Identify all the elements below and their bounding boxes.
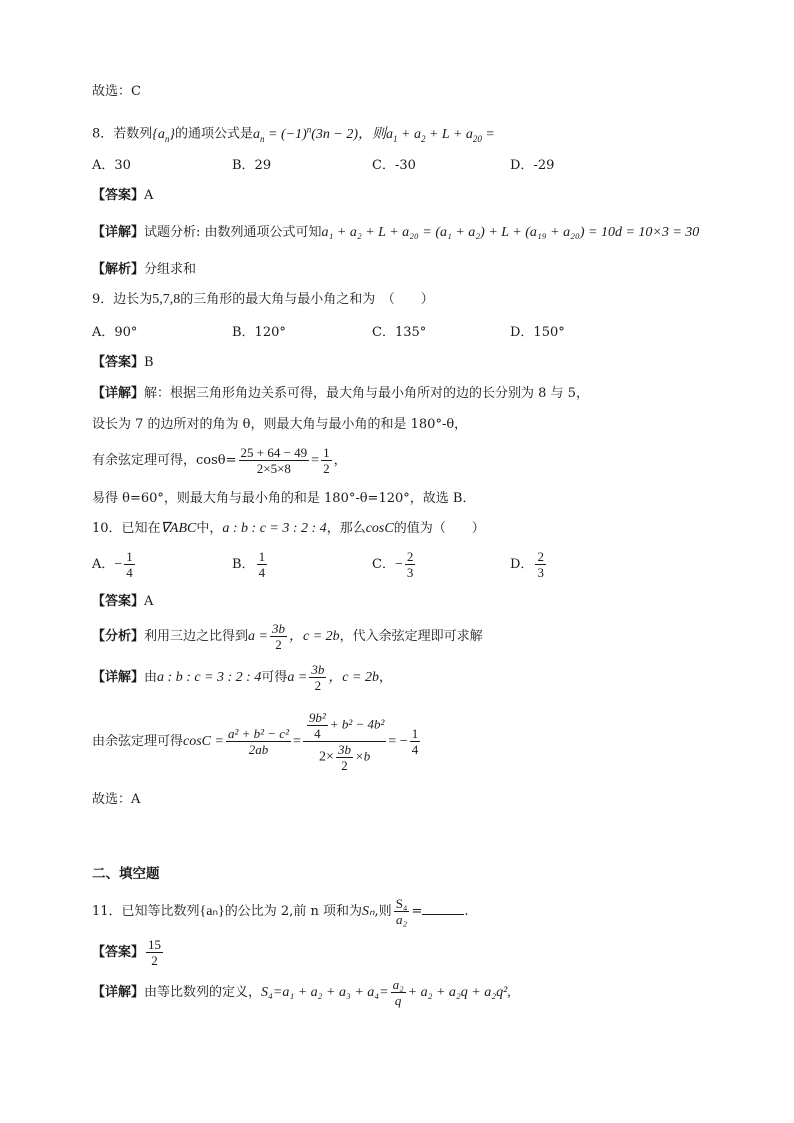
q8-seq: {a bbox=[152, 126, 165, 142]
q11-stem-mid: 的公比为 2,前 n 项和为 bbox=[224, 904, 362, 919]
q10-detail-end: ， bbox=[378, 670, 392, 685]
q11-answer-den: 2 bbox=[151, 953, 158, 968]
q10-conclusion: 故选：A bbox=[92, 792, 141, 807]
q10-stem-end: 的值为（ ） bbox=[393, 521, 485, 536]
q10-law-den2-pre: 2× bbox=[319, 749, 334, 765]
q10-detail-a: a = bbox=[287, 670, 308, 685]
detail-tag: 【详解】 bbox=[92, 670, 145, 685]
q9-detail-4: 易得 θ=60°，则最大角与最小角的和是 180°-θ=120°，故选 B． bbox=[92, 491, 476, 506]
q9-detail-2: 设长为 7 的边所对的角为 θ，则最大角与最小角的和是 180°-θ， bbox=[92, 417, 468, 432]
q10-law-den2-den: 2 bbox=[341, 758, 348, 773]
answer-tag: 【答案】 bbox=[92, 188, 145, 203]
q11-detail-pre: 由等比数列的定义， bbox=[144, 985, 262, 1000]
q10-option-d-num: 2 bbox=[537, 549, 544, 564]
q8-analysis bbox=[92, 261, 196, 279]
q9-answer-value: B bbox=[144, 355, 154, 370]
q10-analysis-post: ，代入余弦定理即可求解 bbox=[339, 629, 483, 644]
q10-detail-ratio: a : b : c = 3 : 2 : 4 bbox=[157, 670, 262, 685]
q8-option-b: B．29 bbox=[232, 158, 272, 173]
q11-detail-frac-den: q bbox=[394, 993, 402, 1008]
q10-stem bbox=[92, 520, 485, 538]
q9-cos-den: 2×5×8 bbox=[256, 461, 291, 476]
q10-law-eq2: = − bbox=[388, 734, 408, 749]
q9-option-d: D．150° bbox=[510, 325, 565, 340]
q8-formula: a bbox=[253, 126, 261, 142]
q8-sum-tail: + L + a bbox=[425, 126, 473, 142]
q11-answer bbox=[92, 936, 165, 970]
q11-answer-blank[interactable] bbox=[422, 902, 464, 915]
q10-option-b-den: 4 bbox=[258, 565, 266, 580]
q10-law-frac2-num bbox=[303, 710, 387, 742]
q10-law-inner-num: 9b² bbox=[308, 710, 326, 725]
q8-stem-mid: 的通项公式是 bbox=[175, 126, 254, 142]
q10-law-den: 2ab bbox=[248, 742, 269, 757]
q9-cos-num: 25 + 64 − 49 bbox=[240, 445, 308, 460]
q10-law-den2-num: 3b bbox=[337, 742, 351, 757]
q8-answer-value: A bbox=[144, 188, 154, 203]
q10-option-a bbox=[92, 549, 137, 580]
q11-detail-frac-num: a₂ bbox=[392, 977, 404, 992]
q10-option-b-num: 1 bbox=[258, 549, 266, 564]
q11-seq: {aₙ} bbox=[199, 904, 225, 919]
q10-law-frac1 bbox=[226, 726, 291, 757]
q9-detail-3 bbox=[92, 444, 347, 478]
q8-option-a: A．30 bbox=[92, 158, 131, 173]
q10-ratio: a : b : c = 3 : 2 : 4 bbox=[222, 521, 327, 536]
q10-option-c-num: 2 bbox=[406, 549, 414, 564]
q9-cos-result-num: 1 bbox=[323, 445, 330, 460]
detail-tag: 【详解】 bbox=[92, 225, 145, 240]
q10-law-frac2 bbox=[303, 710, 387, 773]
q10-law-of-cosines bbox=[92, 706, 422, 778]
q11-ratio-den: a₂ bbox=[396, 912, 408, 927]
q8-answer bbox=[92, 187, 153, 205]
q10-analysis-frac bbox=[270, 621, 287, 652]
q10-detail-c: ，c = 2b bbox=[328, 670, 379, 685]
q11-answer-frac bbox=[146, 937, 163, 968]
q10-option-a-den: 4 bbox=[126, 565, 133, 580]
q10-option-c-label: C． bbox=[372, 557, 395, 572]
answer-tag: 【答案】 bbox=[92, 594, 145, 609]
detail-tag: 【详解】 bbox=[92, 985, 145, 1000]
q10-analysis-text: 利用三边之比得到 bbox=[144, 629, 249, 644]
q10-stem-post: ，那么 bbox=[326, 521, 366, 536]
q10-law-eq: = bbox=[292, 734, 301, 749]
q9-cos-result-den: 2 bbox=[323, 461, 330, 476]
q8-detail bbox=[92, 224, 699, 242]
q10-option-d-den: 3 bbox=[537, 565, 544, 580]
q9-detail-1-text: 解：根据三角形角边关系可得，最大角与最小角所对的边的长分别为 8 与 5， bbox=[144, 386, 589, 401]
q10-stem-text: 10．已知在 bbox=[92, 521, 161, 536]
q10-option-a-label: A． bbox=[92, 557, 115, 572]
q10-analysis bbox=[92, 620, 483, 654]
q10-law-inner-frac bbox=[307, 710, 328, 741]
q10-cosc: cosC bbox=[365, 521, 394, 536]
q10-option-a-num: 1 bbox=[126, 549, 133, 564]
section-title: 二、填空题 bbox=[92, 866, 160, 882]
q8-sum: a bbox=[386, 126, 394, 142]
q10-law-result-den: 4 bbox=[411, 742, 419, 757]
q10-stem-mid: 中， bbox=[196, 521, 223, 536]
q9-cos-eq: = bbox=[311, 453, 320, 468]
q9-stem bbox=[92, 291, 434, 309]
q11-detail bbox=[92, 976, 511, 1010]
q10-option-b bbox=[232, 549, 269, 580]
analysis-tag: 【解析】 bbox=[92, 262, 145, 277]
q9-cos-post: ， bbox=[333, 453, 347, 468]
q10-option-c-sign: − bbox=[394, 557, 403, 572]
q9-sides: 5,7,8 bbox=[152, 292, 181, 307]
q8-sum-rest: + a bbox=[397, 126, 421, 142]
q10-detail-pre: 由 bbox=[144, 670, 158, 685]
q11-sn: Sₙ bbox=[361, 904, 375, 919]
q8-detail-math: a₁ + a₂ + L + a₂₀ = (a₁ + a₂) + L + (a₁₉ + a₂₀) = 10d = 10×3 = 30 bbox=[321, 225, 700, 240]
q10-law-num2b: + b² − 4b² bbox=[329, 716, 385, 732]
q10-law-pre: 由余弦定理可得 bbox=[92, 734, 184, 749]
q11-stem-text: 11．已知等比数列 bbox=[92, 904, 200, 919]
answer-tag: 【答案】 bbox=[92, 945, 145, 960]
q9-detail-1 bbox=[92, 385, 589, 403]
q8-formula-tail: (3n − 2)，则 bbox=[311, 126, 387, 142]
prev-conclusion: 故选：C bbox=[92, 84, 141, 99]
q8-stem: 8．若数列$\{a_n\}$的通项公式是$a_n = (-1)^n(3n - 2)$，则$a_1 + a_2 + L + a_{20}$ = bbox=[92, 124, 495, 144]
q10-analysis-c: ，c = 2b bbox=[288, 629, 340, 644]
q9-cos-fraction bbox=[239, 445, 310, 476]
q11-stem-end: = bbox=[411, 904, 423, 919]
answer-tag: 【答案】 bbox=[92, 355, 145, 370]
q10-option-d-label: D． bbox=[510, 557, 534, 572]
q11-stem-then: ,则 bbox=[374, 904, 392, 919]
q8-detail-text: 试题分析: 由数列通项公式可知 bbox=[144, 225, 322, 240]
q11-answer-num: 15 bbox=[148, 937, 162, 952]
q11-detail-math-a: S₄=a₁ + a₂ + a₃ + a₄= bbox=[261, 985, 389, 1000]
q10-option-b-frac bbox=[257, 549, 268, 580]
q8-formula-exp: n bbox=[306, 124, 312, 134]
q10-option-a-frac bbox=[124, 549, 135, 580]
q8-formula-rest: = (−1) bbox=[264, 126, 307, 142]
q9-option-a: A．90° bbox=[92, 325, 138, 340]
q9-cos-label: 有余弦定理可得，cosθ= bbox=[92, 453, 237, 468]
q10-option-c bbox=[372, 549, 417, 580]
q8-option-d: D．-29 bbox=[510, 158, 555, 173]
q10-law-frac2-den bbox=[303, 742, 387, 773]
q10-law-result bbox=[410, 726, 421, 757]
q11-detail-frac bbox=[391, 977, 406, 1008]
q10-analysis-num: 3b bbox=[271, 621, 285, 636]
q9-option-b: B．120° bbox=[232, 325, 286, 340]
q10-analysis-den: 2 bbox=[275, 637, 282, 652]
q10-triangle: ∇ABC bbox=[160, 521, 197, 536]
q9-answer bbox=[92, 354, 154, 372]
q8-analysis-text: 分组求和 bbox=[144, 262, 197, 277]
analysis-tag: 【分析】 bbox=[92, 629, 145, 644]
q10-detail-frac bbox=[309, 662, 326, 693]
q10-answer bbox=[92, 593, 153, 611]
q9-stem-text: 9．边长为 bbox=[92, 292, 153, 307]
q11-stem: 11．已知等比数列{aₙ}的公比为 2,前 n 项和为Sₙ,则 $\frac{\text{S₄}}{\text{a₂}}$ = . bbox=[92, 896, 469, 927]
detail-tag: 【详解】 bbox=[92, 386, 145, 401]
q10-detail bbox=[92, 661, 392, 695]
q11-detail-math-b: + a₂ + a₂q + a₂q², bbox=[407, 985, 511, 1000]
q10-law-inner-den: 4 bbox=[314, 726, 321, 741]
q8-stem-text: 8．若数列 bbox=[92, 126, 153, 142]
q11-ratio-frac bbox=[394, 896, 410, 927]
q10-detail-den: 2 bbox=[314, 678, 322, 693]
q10-detail-mid: 可得 bbox=[261, 670, 288, 685]
q8-sum-end: = bbox=[481, 126, 495, 142]
q10-option-a-sign: − bbox=[114, 557, 123, 572]
q9-cos-result bbox=[321, 445, 332, 476]
q10-answer-value: A bbox=[144, 594, 154, 609]
q10-law-den2-post: ×b bbox=[354, 748, 371, 764]
q10-option-d-frac bbox=[535, 549, 546, 580]
q9-stem-rest: 的三角形的最大角与最小角之和为 （ ） bbox=[180, 292, 434, 307]
q10-law-result-num: 1 bbox=[411, 726, 419, 741]
q10-law-den2-frac bbox=[336, 742, 353, 773]
q9-option-c: C．135° bbox=[372, 325, 427, 340]
q10-law-cos: cosC = bbox=[183, 734, 224, 749]
q10-option-b-label: B． bbox=[232, 557, 255, 572]
q11-ratio-num: S₄ bbox=[395, 896, 408, 911]
q10-option-c-frac bbox=[405, 549, 416, 580]
q8-option-c: C．-30 bbox=[372, 158, 416, 173]
q10-law-num: a² + b² − c² bbox=[227, 726, 289, 741]
q10-option-c-den: 3 bbox=[406, 565, 414, 580]
q10-analysis-a: a = bbox=[248, 629, 268, 644]
q10-detail-num: 3b bbox=[311, 662, 325, 677]
q10-option-d bbox=[510, 549, 548, 580]
